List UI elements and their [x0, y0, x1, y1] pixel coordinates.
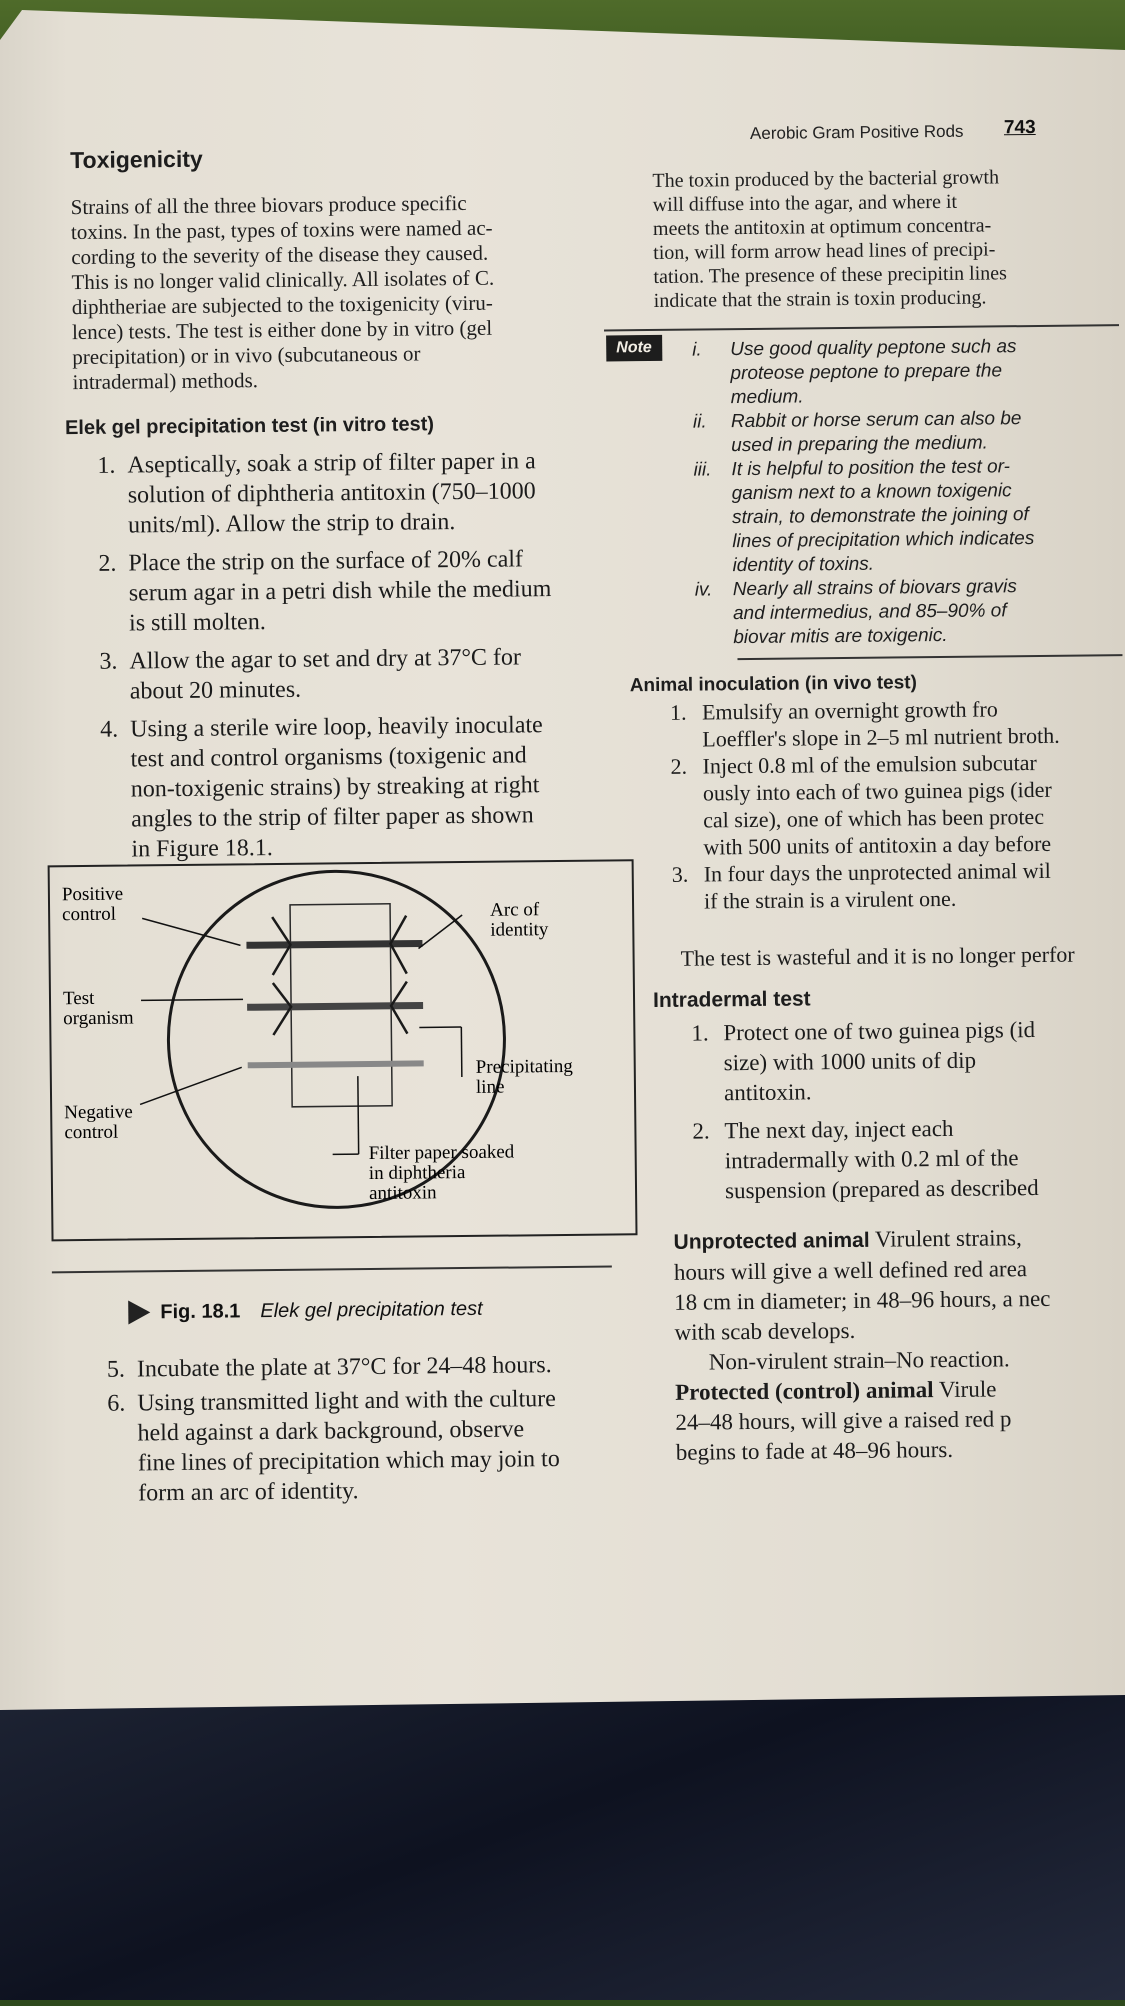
label-arc-of-identity: Arc of identity [490, 900, 548, 941]
paragraph-line: precipitation) or in vivo (subcutaneous or [72, 340, 592, 370]
list-item: 1. Aseptically, soak a strip of filter paper in a solution of diphtheria antitoxin (750–1000 units/ml). Allow the strip to drain. [97, 445, 618, 540]
note-item: ii. Rabbit or horse serum can also be used in preparing the medium. [693, 406, 1120, 458]
list-item: 2. Inject 0.8 ml of the emulsion subcutar ously into each of two guinea pigs (ider cal size), one of which has been protec with 500 units of antitoxin a day before [670, 748, 1124, 861]
paragraph-line: indicate that the strain is toxin producing. [654, 284, 1114, 313]
leader-filter-paper [358, 1076, 359, 1154]
toxigenicity-heading: Toxigenicity [70, 146, 203, 174]
elek-test-heading: Elek gel precipitation test (in vitro test) [65, 413, 434, 440]
note-badge: Note [606, 335, 662, 362]
leader-precipitating-line-vertical [461, 1027, 462, 1077]
list-item: 5. Incubate the plate at 37°C for 24–48 hours. [107, 1349, 667, 1385]
page-number: 743 [1004, 117, 1036, 139]
paragraph-line: lence) tests. The test is either done by in vitro (gel [72, 315, 592, 345]
paragraph-line: will diffuse into the agar, and where it [653, 188, 1113, 217]
paragraph-line: diphtheriae are subjected to the toxigenicity (viru- [72, 290, 592, 320]
intradermal-heading: Intradermal test [653, 987, 811, 1013]
animal-closing-line: The test is wasteful and it is no longer perfor [680, 941, 1074, 973]
paragraph-line: cording to the severity of the disease they caused. [71, 240, 591, 270]
paragraph-line: The toxin produced by the bacterial growth [652, 164, 1112, 193]
positive-control-streak [246, 943, 422, 945]
protected-label: Protected (control) animal [675, 1377, 934, 1405]
label-positive-control: Positive control [62, 885, 124, 926]
running-title: Aerobic Gram Positive Rods [750, 122, 964, 144]
notes-list [692, 334, 1122, 650]
paragraph-line: meets the antitoxin at optimum concentra- [653, 212, 1113, 241]
leader-positive-control [142, 917, 240, 946]
non-virulent-line: Non-virulent strain–No reaction. [675, 1343, 1125, 1378]
toxin-intro-paragraph [652, 164, 1113, 313]
paragraph-line: Strains of all the three biovars produce specific [71, 190, 591, 220]
elek-figure [48, 859, 638, 1241]
paragraph-line: toxins. In the past, types of toxins were named ac- [71, 215, 591, 245]
unprotected-animal-paragraph: Unprotected animal Virulent strains, hours will give a well defined red area 18 cm in diameter; in 48–96 hours, a nec with scab develops. Non-virulent strain–No reaction. Protected (control) animal Virule 24–48 hours, will give a raised red p begins to fade at 48–96 hours. [673, 1222, 1125, 1468]
list-item: 2. The next day, inject each intradermally with 0.2 ml of the suspension (prepared as described [692, 1112, 1125, 1207]
elek-steps-list [97, 445, 621, 864]
caption-label: Fig. 18.1 [160, 1300, 240, 1324]
label-test-organism: Test organism [63, 988, 134, 1029]
leader-negative-control [140, 1067, 242, 1104]
figure-caption [128, 1297, 483, 1325]
negative-control-streak [248, 1063, 424, 1065]
note-item: iii. It is helpful to position the test or- ganism next to a known toxigenic strain, to demonstrate the joining of lines of precipitation which indicates identity of toxins. [693, 454, 1121, 578]
note-top-rule [604, 324, 1119, 331]
paragraph-line: tation. The presence of these precipitin lines [653, 260, 1113, 289]
intradermal-steps-list [691, 1014, 1125, 1207]
caption-arrow-icon [128, 1300, 150, 1324]
note-item: i. Use good quality peptone such as proteose peptone to prepare the medium. [692, 334, 1120, 410]
caption-rule [52, 1265, 612, 1273]
paragraph-line: tion, will form arrow head lines of precipi- [653, 236, 1113, 265]
toxigenicity-paragraph [71, 190, 593, 395]
paragraph-line: intradermal) methods. [72, 365, 592, 395]
list-item: 1. Emulsify an overnight growth fro Loeffler's slope in 2–5 ml nutrient broth. [670, 694, 1124, 753]
note-item: iv. Nearly all strains of biovars gravis and intermedius, and 85–90% of biovar mitis are toxigenic. [695, 574, 1123, 650]
caption-text: Elek gel precipitation test [260, 1297, 483, 1322]
label-filter-paper: Filter paper soaked in diphtheria antitoxin [369, 1142, 515, 1204]
paragraph-line: This is no longer valid clinically. All isolates of C. [71, 265, 591, 295]
list-item: 4. Using a sterile wire loop, heavily inoculate test and control organisms (toxigenic and non-toxigenic strains) by streaking at right angles to the strip of filter paper as shown in Figure 18.1. [100, 709, 622, 864]
leader-test-organism [141, 999, 243, 1000]
leader-arc-identity [418, 915, 462, 948]
elek-steps-continued [107, 1349, 669, 1509]
label-precipitating-line: Precipitating line [476, 1057, 574, 1098]
list-item: 1. Protect one of two guinea pigs (id size) with 1000 units of dip antitoxin. [691, 1014, 1125, 1109]
test-organism-streak [247, 1005, 423, 1007]
list-item: 2. Place the strip on the surface of 20% calf serum agar in a petri dish while the medium is still molten. [98, 543, 619, 638]
list-item: 3. Allow the agar to set and dry at 37°C for about 20 minutes. [99, 641, 620, 706]
label-negative-control: Negative control [64, 1102, 133, 1143]
list-item: 6. Using transmitted light and with the culture held against a dark background, observe fine lines of precipitation which may join to form an arc of identity. [107, 1383, 668, 1509]
animal-steps-list [670, 694, 1125, 915]
note-bottom-rule [737, 654, 1122, 660]
list-item: 3. In four days the unprotected animal wil if the strain is a virulent one. [672, 856, 1125, 915]
unprotected-label: Unprotected animal [673, 1229, 869, 1254]
animal-inoculation-heading: Animal inoculation (in vivo test) [630, 672, 917, 697]
